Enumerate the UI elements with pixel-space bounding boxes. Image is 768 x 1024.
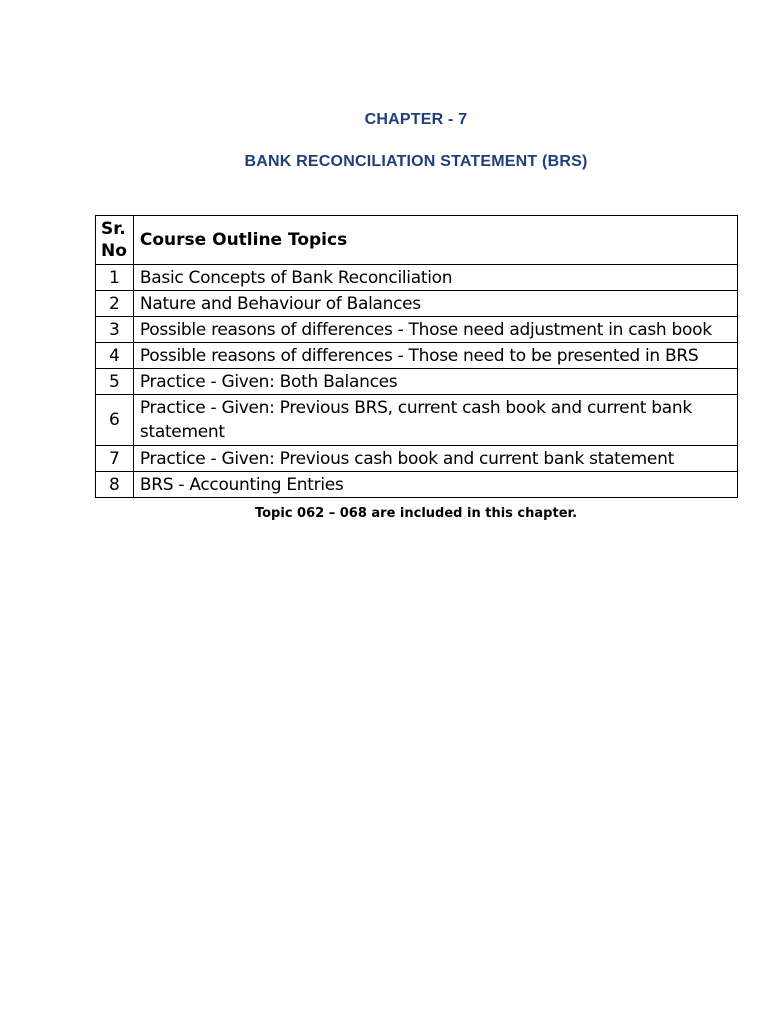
row-topic: Basic Concepts of Bank Reconciliation (133, 265, 737, 291)
row-number: 3 (96, 317, 134, 343)
row-number: 1 (96, 265, 134, 291)
row-topic: Practice - Given: Previous BRS, current cash book and current bank statement (133, 395, 737, 446)
chapter-footnote: Topic 062 – 068 are included in this chapter. (254, 506, 578, 521)
table-row (96, 472, 738, 498)
row-number: 5 (96, 369, 134, 395)
row-topic: BRS - Accounting Entries (133, 472, 737, 498)
table-row (96, 265, 738, 291)
row-topic: Possible reasons of differences - Those need adjustment in cash book (133, 317, 737, 343)
row-number: 6 (96, 395, 134, 446)
row-number: 2 (96, 291, 134, 317)
table-row (96, 291, 738, 317)
row-number: 4 (96, 343, 134, 369)
table-row (96, 317, 738, 343)
row-topic: Possible reasons of differences - Those need to be presented in BRS (133, 343, 737, 369)
table-row (96, 369, 738, 395)
header-sr-no: Sr. No (96, 216, 134, 265)
table-row (96, 395, 738, 446)
row-number: 7 (96, 446, 134, 472)
table-header-row (96, 216, 738, 265)
header-course-outline-topics: Course Outline Topics (133, 216, 737, 265)
row-number: 8 (96, 472, 134, 498)
row-topic: Practice - Given: Both Balances (133, 369, 737, 395)
table-row (96, 343, 738, 369)
row-topic: Nature and Behaviour of Balances (133, 291, 737, 317)
course-outline-table (95, 215, 738, 498)
row-topic: Practice - Given: Previous cash book and current bank statement (133, 446, 737, 472)
table-row (96, 446, 738, 472)
chapter-title: BANK RECONCILIATION STATEMENT (BRS) (244, 153, 588, 170)
chapter-number: CHAPTER - 7 (364, 111, 468, 128)
